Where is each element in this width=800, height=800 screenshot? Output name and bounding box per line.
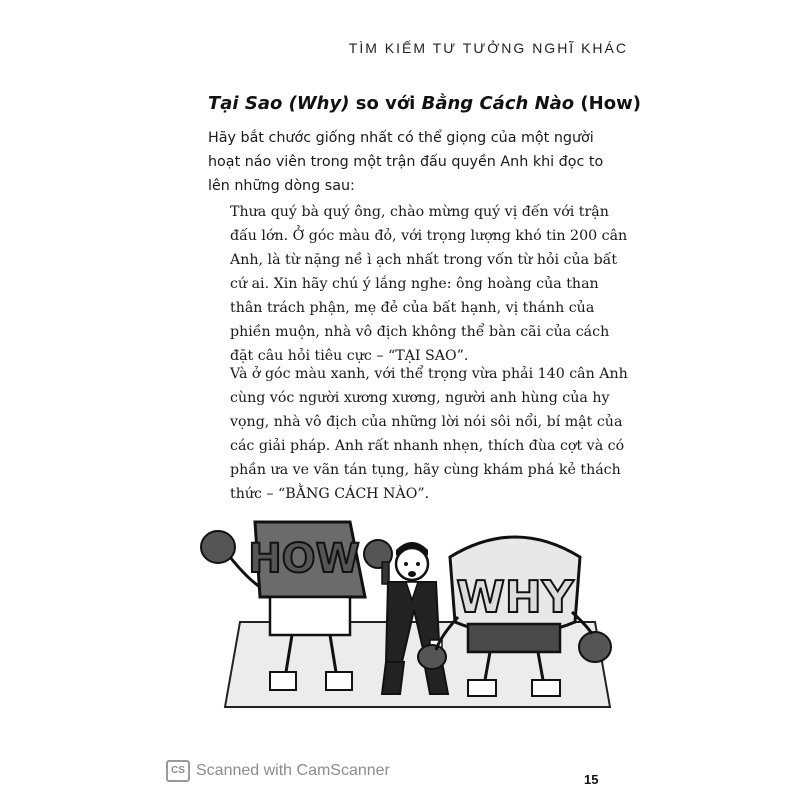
- quote-paragraph-red-corner: Thưa quý bà quý ông, chào mừng quý vị đến với trận đấu lớn. Ở góc màu đỏ, với trọng lượng khó tin 200 cân Anh, là từ nặng nề ì ạch nhất trong vốn từ hỏi của bất cứ ai. Xin hãy chú ý lắng nghe: ông hoàng của than thân trách phận, mẹ đẻ của bất hạnh, vị thánh của phiền muộn, nhà vô địch không thể bàn cãi của cách đặt câu hỏi tiêu cực – “TẠI SAO”.: [230, 204, 628, 364]
- why-word: WHY: [456, 572, 574, 623]
- section-title-connector: so với: [349, 93, 422, 114]
- why-shorts: [468, 624, 560, 652]
- left-glove-why: [418, 645, 446, 669]
- microphone: [382, 562, 389, 584]
- camscanner-text: Scanned with CamScanner: [196, 762, 390, 779]
- section-title: [208, 93, 641, 114]
- section-title-how: Bằng Cách Nào: [421, 93, 575, 114]
- quote-paragraph-blue-corner: Và ở góc màu xanh, với thể trọng vừa phải 140 cân Anh cùng vóc người xương xương, người anh hùng của hy vọng, nhà vô địch của những lời nói sôi nổi, bí mật của các giải pháp. Anh rất nhanh nhẹn, thích đùa cợt và có phần ưa ve vãn tán tụng, hãy cùng khám phá kẻ thách thức – “BẰNG CÁCH NÀO”.: [230, 366, 628, 502]
- how-word: HOW: [248, 536, 360, 582]
- section-title-why: Tại Sao (Why): [208, 93, 350, 114]
- boxing-illustration: [200, 512, 620, 712]
- intro-paragraph: Hãy bắt chước giống nhất có thể giọng của một người hoạt náo viên trong một trận đấu quyền Anh khi đọc to lên những dòng sau:: [208, 130, 604, 194]
- how-shorts: [270, 597, 350, 635]
- right-glove-why: [579, 632, 611, 662]
- camscanner-watermark: [166, 760, 390, 782]
- camscanner-logo-icon: CS: [166, 760, 190, 782]
- page-number: 15: [584, 772, 599, 787]
- running-header: TÌM KIẾM TƯ TƯỞNG NGHĨ KHÁC: [348, 40, 628, 56]
- section-title-how-en: (How): [574, 93, 641, 114]
